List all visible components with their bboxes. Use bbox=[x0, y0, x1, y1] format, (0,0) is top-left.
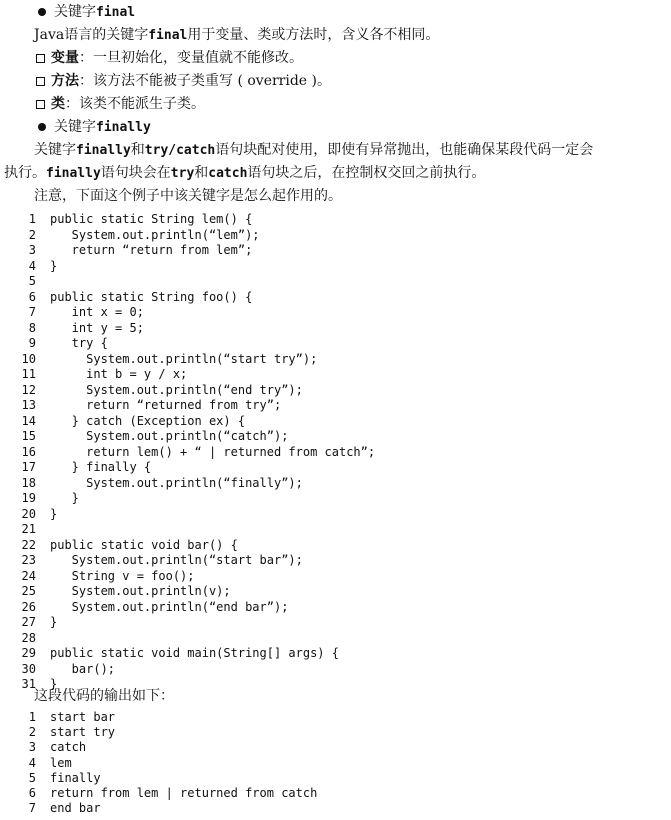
code-text: public static void main(String[] args) { bbox=[50, 646, 339, 660]
final-intro-part1: Java语言的关键字 bbox=[34, 27, 149, 43]
code-line bbox=[0, 460, 671, 475]
para-text: 语句块配对使用，即使有异常抛出，也能确保某段代码一定会 bbox=[215, 142, 594, 158]
line-number: 6 bbox=[28, 289, 36, 304]
line-number: 1 bbox=[28, 710, 36, 724]
line-number: 27 bbox=[21, 615, 36, 629]
line-number: 23 bbox=[21, 553, 36, 567]
line-number: 14 bbox=[21, 413, 36, 428]
code-text: String v = foo(); bbox=[50, 568, 195, 583]
code-line bbox=[0, 383, 671, 398]
finally-para-line-2 bbox=[0, 161, 671, 185]
final-item-label: 类 bbox=[51, 96, 65, 112]
code-text: int x = 0; bbox=[50, 305, 144, 319]
code-text: } bbox=[50, 615, 58, 629]
bullet-icon bbox=[38, 123, 46, 131]
code-text: end bar bbox=[50, 801, 101, 816]
final-item-method bbox=[0, 69, 671, 93]
para-text: 语句块之后，在控制权交回之前执行。 bbox=[247, 165, 486, 181]
line-number: 5 bbox=[28, 274, 36, 288]
code-line bbox=[0, 646, 671, 661]
checkbox-square-icon bbox=[36, 77, 45, 86]
line-number: 16 bbox=[21, 444, 36, 459]
code-line bbox=[0, 491, 671, 506]
line-number: 8 bbox=[28, 320, 36, 335]
final-intro bbox=[0, 23, 671, 47]
code-line bbox=[0, 553, 671, 568]
code-line bbox=[0, 507, 671, 522]
code-text: System.out.println(“end bar”); bbox=[50, 599, 289, 614]
keyword-finally: finally bbox=[46, 166, 101, 181]
para-text: 和 bbox=[194, 165, 209, 181]
code-text: catch bbox=[50, 740, 87, 755]
code-text: return “return from lem”; bbox=[50, 243, 253, 257]
code-text: int y = 5; bbox=[50, 320, 144, 335]
code-line bbox=[0, 429, 671, 444]
code-text: public static void bar() { bbox=[50, 537, 238, 552]
line-number: 20 bbox=[21, 506, 36, 521]
line-number: 7 bbox=[28, 801, 36, 816]
line-number: 13 bbox=[21, 398, 36, 412]
code-text: return from lem | returned from catch bbox=[50, 786, 318, 800]
line-number: 4 bbox=[28, 755, 36, 770]
final-item-text: ：该方法不能被子类重写 ( override )。 bbox=[79, 73, 332, 89]
final-item-text: ：该类不能派生子类。 bbox=[65, 96, 205, 112]
keyword-try-catch: try/catch bbox=[144, 143, 216, 158]
code-text: start try bbox=[50, 725, 116, 740]
code-line bbox=[0, 600, 671, 615]
code-text: System.out.println(“end try”); bbox=[50, 382, 303, 397]
code-line bbox=[0, 631, 671, 646]
code-text: public static String lem() { bbox=[50, 212, 253, 226]
code-text: } catch (Exception ex) { bbox=[50, 413, 246, 428]
code-line bbox=[0, 259, 671, 274]
line-number: 2 bbox=[28, 725, 36, 740]
final-intro-keyword: final bbox=[148, 28, 188, 43]
code-line bbox=[0, 228, 671, 243]
line-number: 2 bbox=[28, 227, 36, 242]
line-number: 15 bbox=[21, 429, 36, 443]
code-text: } bbox=[50, 258, 58, 273]
code-text: } bbox=[50, 677, 58, 691]
line-number: 17 bbox=[21, 460, 36, 474]
code-text: System.out.println(“lem”); bbox=[50, 227, 260, 242]
final-item-label: 方法 bbox=[51, 73, 79, 89]
code-line bbox=[0, 710, 671, 725]
code-text: System.out.println(“start bar”); bbox=[50, 553, 303, 567]
code-line bbox=[0, 786, 671, 801]
code-line bbox=[0, 212, 671, 227]
code-line bbox=[0, 367, 671, 382]
line-number: 3 bbox=[28, 243, 36, 257]
bullet-icon bbox=[38, 8, 46, 16]
line-number: 1 bbox=[28, 212, 36, 226]
line-number: 24 bbox=[21, 568, 36, 583]
code-line bbox=[0, 398, 671, 413]
checkbox-square-icon bbox=[36, 54, 45, 63]
line-number: 6 bbox=[28, 786, 36, 800]
code-text: start bar bbox=[50, 710, 116, 724]
code-text: System.out.println(“finally”); bbox=[50, 475, 303, 490]
code-text: finally bbox=[50, 770, 101, 785]
keyword-catch: catch bbox=[208, 166, 248, 181]
keyword-finally: finally bbox=[76, 143, 131, 158]
code-line bbox=[0, 274, 671, 289]
code-text: return lem() + “ | returned from catch”; bbox=[50, 444, 376, 459]
line-number: 29 bbox=[21, 646, 36, 660]
code-line bbox=[0, 569, 671, 584]
code-line bbox=[0, 522, 671, 537]
para-text: 和 bbox=[130, 142, 145, 158]
line-number: 28 bbox=[21, 630, 36, 645]
output-intro bbox=[0, 684, 671, 708]
code-text: System.out.println(“start try”); bbox=[50, 351, 318, 366]
keyword-try: try bbox=[170, 166, 195, 181]
heading-final-prefix: 关键字 bbox=[54, 4, 96, 20]
line-number: 30 bbox=[21, 661, 36, 676]
code-text: int b = y / x; bbox=[50, 367, 188, 381]
final-item-class bbox=[0, 92, 671, 116]
code-line bbox=[0, 321, 671, 336]
code-line bbox=[0, 725, 671, 740]
code-line bbox=[0, 445, 671, 460]
code-text: try { bbox=[50, 336, 108, 350]
final-item-label: 变量 bbox=[51, 50, 79, 66]
output-intro-text: 这段代码的输出如下： bbox=[34, 688, 174, 704]
finally-para-line-1 bbox=[0, 138, 671, 162]
line-number: 12 bbox=[21, 382, 36, 397]
code-line bbox=[0, 336, 671, 351]
heading-finally-prefix: 关键字 bbox=[54, 119, 96, 135]
code-line bbox=[0, 740, 671, 755]
code-line bbox=[0, 305, 671, 320]
code-line bbox=[0, 771, 671, 786]
checkbox-square-icon bbox=[36, 100, 45, 109]
final-item-variable bbox=[0, 46, 671, 70]
code-line bbox=[0, 615, 671, 630]
heading-final-keyword: final bbox=[96, 5, 136, 20]
line-number: 3 bbox=[28, 740, 36, 755]
code-text: lem bbox=[50, 755, 72, 770]
line-number: 21 bbox=[21, 522, 36, 536]
code-line bbox=[0, 290, 671, 305]
heading-finally-keyword: finally bbox=[96, 120, 151, 135]
para-text: 语句块会在 bbox=[100, 165, 171, 181]
line-number: 5 bbox=[28, 770, 36, 785]
code-text: } finally { bbox=[50, 460, 152, 474]
heading-final bbox=[0, 0, 671, 24]
code-line bbox=[0, 352, 671, 367]
para-text: 执行。 bbox=[4, 165, 46, 181]
code-text: public static String foo() { bbox=[50, 289, 253, 304]
line-number: 25 bbox=[21, 584, 36, 598]
final-item-text: ：一旦初始化，变量值就不能修改。 bbox=[79, 50, 303, 66]
code-text: } bbox=[50, 491, 79, 505]
heading-finally bbox=[0, 115, 671, 139]
code-line bbox=[0, 476, 671, 491]
code-line bbox=[0, 538, 671, 553]
note-text: 注意，下面这个例子中该关键字是怎么起作用的。 bbox=[34, 188, 342, 204]
line-number: 26 bbox=[21, 599, 36, 614]
code-text: return “returned from try”; bbox=[50, 398, 282, 412]
code-line bbox=[0, 584, 671, 599]
line-number: 4 bbox=[28, 258, 36, 273]
line-number: 22 bbox=[21, 537, 36, 552]
code-text: bar(); bbox=[50, 661, 116, 676]
code-line bbox=[0, 243, 671, 258]
line-number: 7 bbox=[28, 305, 36, 319]
code-line bbox=[0, 662, 671, 677]
line-number: 19 bbox=[21, 491, 36, 505]
line-number: 10 bbox=[21, 351, 36, 366]
para-text: 关键字 bbox=[34, 142, 76, 158]
code-line bbox=[0, 414, 671, 429]
code-text: System.out.println(v); bbox=[50, 584, 231, 598]
line-number: 31 bbox=[21, 677, 36, 691]
line-number: 9 bbox=[28, 336, 36, 350]
line-number: 11 bbox=[21, 367, 36, 381]
code-line bbox=[0, 756, 671, 771]
line-number: 18 bbox=[21, 475, 36, 490]
code-line bbox=[0, 801, 671, 816]
final-intro-part2: 用于变量、类或方法时，含义各不相同。 bbox=[187, 27, 440, 43]
finally-note bbox=[0, 184, 671, 208]
code-text: System.out.println(“catch”); bbox=[50, 429, 289, 443]
code-text: } bbox=[50, 506, 58, 521]
